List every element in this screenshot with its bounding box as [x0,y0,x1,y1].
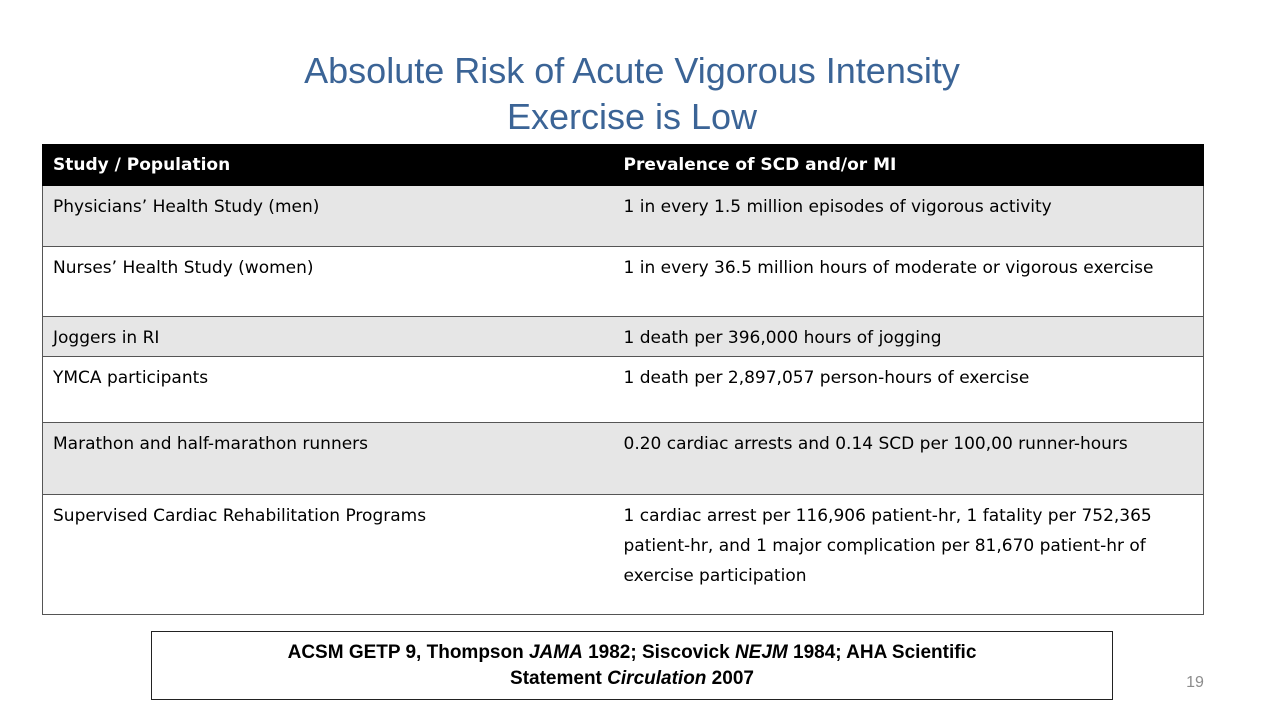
citation-text: 1984; AHA Scientific [787,641,977,663]
prevalence-cell: 1 in every 1.5 million episodes of vigorous activity [614,186,1204,247]
table-row [43,423,1204,495]
study-cell: Supervised Cardiac Rehabilitation Programs [43,495,614,615]
slide-title-line-1: Absolute Risk of Acute Vigorous Intensity [304,50,960,91]
citation-text: 2007 [706,667,754,689]
prevalence-cell: 1 in every 36.5 million hours of moderate or vigorous exercise [614,247,1204,317]
citation-line-1 [288,640,977,666]
citation-line-2 [510,666,754,692]
study-cell: Nurses’ Health Study (women) [43,247,614,317]
column-header-study: Study / Population [43,145,614,186]
prevalence-cell: 1 cardiac arrest per 116,906 patient-hr, 1 fatality per 752,365 patient-hr, and 1 major complication per 81,670 patient-hr of exercise participation [614,495,1204,615]
study-cell: Marathon and half-marathon runners [43,423,614,495]
study-cell: Joggers in RI [43,317,614,357]
table-row [43,247,1204,317]
table-row [43,317,1204,357]
citation-journal-jama: JAMA [528,641,583,663]
study-cell: YMCA participants [43,357,614,423]
table-row [43,495,1204,615]
slide-title [0,48,1264,140]
table-row [43,357,1204,423]
citation-journal-nejm: NEJM [734,641,788,663]
prevalence-cell: 1 death per 2,897,057 person-hours of exercise [614,357,1204,423]
citation-text: Statement [510,667,608,689]
citation-journal-circulation: Circulation [607,667,707,689]
prevalence-cell: 1 death per 396,000 hours of jogging [614,317,1204,357]
citation-box [151,631,1113,700]
prevalence-cell: 0.20 cardiac arrests and 0.14 SCD per 100,00 runner-hours [614,423,1204,495]
slide-title-line-2: Exercise is Low [506,96,758,137]
table-row [43,186,1204,247]
citation-text: 1982; Siscovick [582,641,735,663]
risk-table [42,144,1204,615]
slide-number: 19 [1186,674,1204,691]
citation-text: ACSM GETP 9, Thompson [287,641,529,663]
table-header-row [43,145,1204,186]
column-header-prevalence: Prevalence of SCD and/or MI [614,145,1204,186]
study-cell: Physicians’ Health Study (men) [43,186,614,247]
